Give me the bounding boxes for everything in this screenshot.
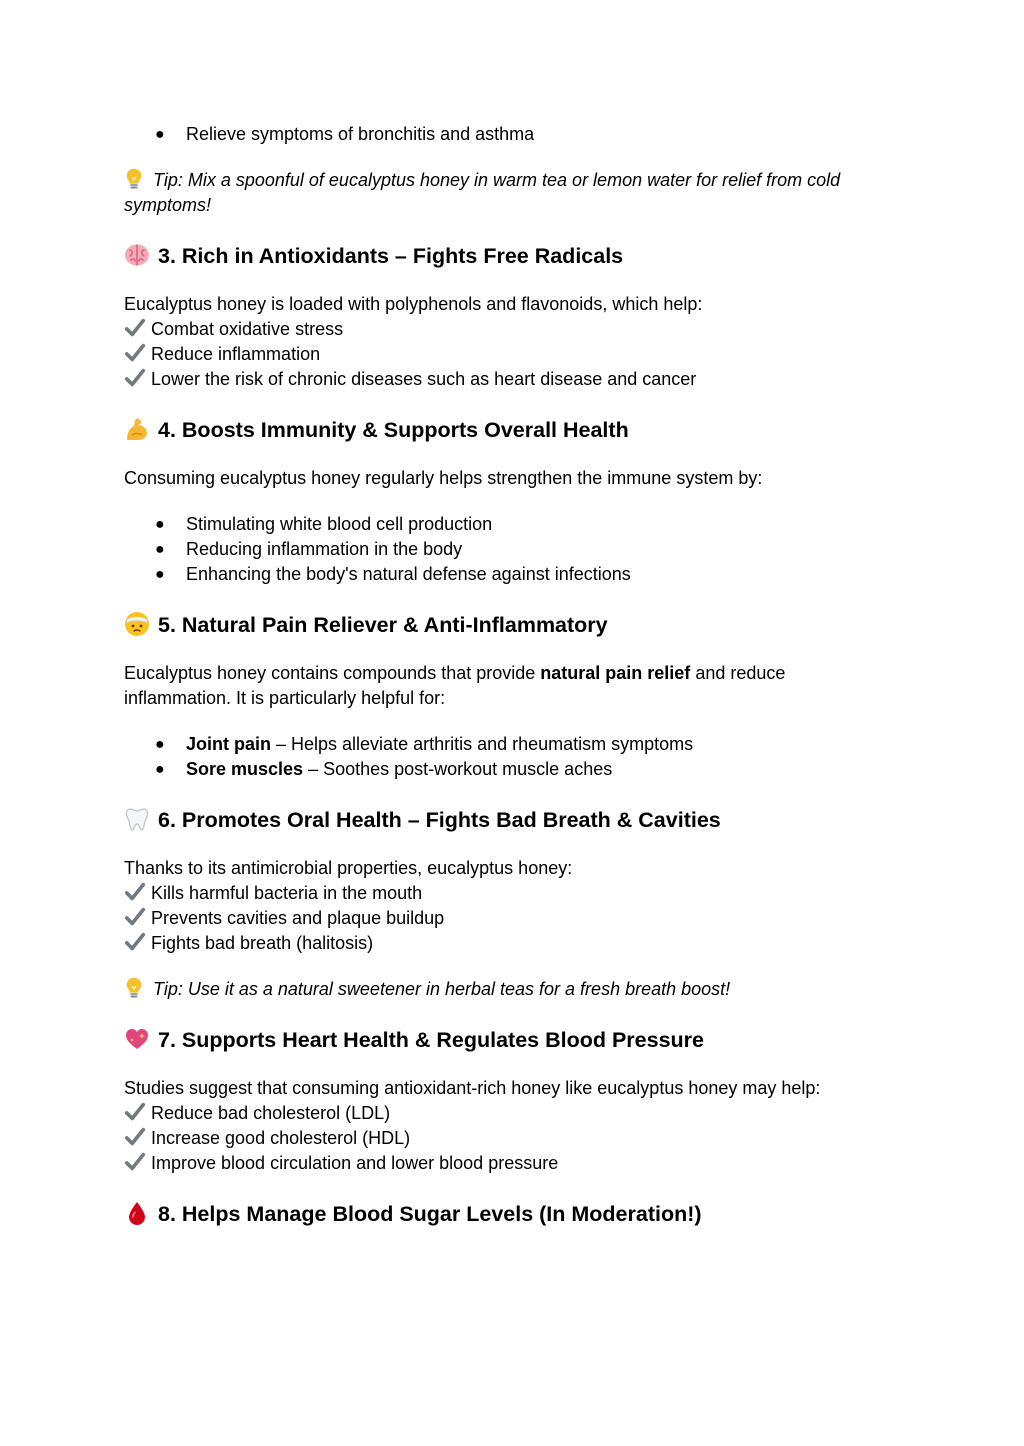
check-mark-icon (124, 906, 146, 928)
check-item (124, 367, 696, 392)
bullet-dot: ● (155, 541, 165, 558)
check-item (124, 342, 320, 367)
light-bulb-icon (124, 168, 144, 190)
check-item (124, 1126, 410, 1151)
check-mark-icon (124, 881, 146, 903)
brain-icon (124, 242, 150, 268)
check-mark-icon (124, 317, 146, 339)
section-heading (124, 1200, 702, 1228)
check-item (124, 317, 343, 342)
paragraph-bold: natural pain relief (540, 663, 691, 683)
check-item-text: Prevents cavities and plaque buildup (151, 908, 445, 928)
section-title: 7. Supports Heart Health & Regulates Blood Pressure (158, 1028, 704, 1052)
check-item (124, 881, 422, 906)
paragraph (124, 661, 785, 686)
check-mark-icon (124, 1151, 146, 1173)
check-mark-icon (124, 1126, 146, 1148)
check-item-text: Improve blood circulation and lower blood pressure (151, 1153, 559, 1173)
sparkling-heart-icon (124, 1026, 150, 1052)
section-heading (124, 416, 629, 444)
section-title: 4. Boosts Immunity & Supports Overall Health (158, 418, 629, 442)
check-mark-icon (124, 1101, 146, 1123)
paragraph-text: Eucalyptus honey contains compounds that provide (124, 663, 541, 683)
list-item-text: Relieve symptoms of bronchitis and asthma (186, 124, 535, 144)
section-title: 5. Natural Pain Reliever & Anti-Inflammatory (158, 613, 608, 637)
list-item-text: Enhancing the body's natural defense against infections (186, 564, 631, 584)
check-item-text: Combat oxidative stress (151, 319, 344, 339)
bandaged-head-face-icon (124, 611, 150, 637)
paragraph-text: and reduce (690, 663, 786, 683)
paragraph: Studies suggest that consuming antioxidant-rich honey like eucalyptus honey may help: (124, 1078, 821, 1098)
list-item-rest: – Soothes post-workout muscle aches (303, 759, 613, 779)
light-bulb-icon (124, 977, 144, 999)
tip-line (124, 977, 730, 1002)
tooth-icon (124, 806, 150, 832)
bullet-dot: ● (155, 516, 165, 533)
tip-line (124, 168, 840, 193)
section-title: 8. Helps Manage Blood Sugar Levels (In Moderation!) (158, 1202, 702, 1226)
section-heading (124, 1026, 704, 1054)
check-item (124, 906, 444, 931)
blood-drop-icon (124, 1200, 150, 1226)
list-item-bold: Sore muscles (186, 759, 304, 779)
check-item-text: Reduce bad cholesterol (LDL) (151, 1103, 391, 1123)
paragraph: Eucalyptus honey is loaded with polyphenols and flavonoids, which help: (124, 294, 703, 314)
section-title: 6. Promotes Oral Health – Fights Bad Breath & Cavities (158, 808, 721, 832)
tip-text-continued: symptoms! (124, 195, 212, 215)
check-item-text: Reduce inflammation (151, 344, 321, 364)
check-item-text: Kills harmful bacteria in the mouth (151, 883, 423, 903)
check-item-text: Increase good cholesterol (HDL) (151, 1128, 411, 1148)
flexed-biceps-icon (124, 416, 150, 442)
list-item-text: Reducing inflammation in the body (186, 539, 463, 559)
check-item (124, 1151, 558, 1176)
paragraph-continued: inflammation. It is particularly helpful for: (124, 688, 446, 708)
section-heading (124, 242, 623, 270)
check-item-text: Lower the risk of chronic diseases such as heart disease and cancer (151, 369, 697, 389)
bullet-dot: ● (155, 761, 165, 778)
list-item-text (186, 732, 693, 757)
list-item-text: Stimulating white blood cell production (186, 514, 493, 534)
list-item-text (186, 757, 612, 782)
bullet-dot: ● (155, 566, 165, 583)
paragraph: Thanks to its antimicrobial properties, eucalyptus honey: (124, 858, 573, 878)
check-item-text: Fights bad breath (halitosis) (151, 933, 374, 953)
bullet-dot: ● (155, 126, 165, 143)
check-mark-icon (124, 367, 146, 389)
paragraph: Consuming eucalyptus honey regularly helps strengthen the immune system by: (124, 468, 763, 488)
list-item-bold: Joint pain (186, 734, 271, 754)
list-item-rest: – Helps alleviate arthritis and rheumatism symptoms (271, 734, 694, 754)
section-heading (124, 611, 608, 639)
tip-text: Tip: Mix a spoonful of eucalyptus honey in warm tea or lemon water for relief from cold (153, 170, 841, 190)
check-item (124, 931, 373, 956)
check-mark-icon (124, 342, 146, 364)
section-title: 3. Rich in Antioxidants – Fights Free Radicals (158, 244, 624, 268)
section-heading (124, 806, 721, 834)
bullet-dot: ● (155, 736, 165, 753)
tip-text: Tip: Use it as a natural sweetener in herbal teas for a fresh breath boost! (153, 979, 731, 999)
check-mark-icon (124, 931, 146, 953)
check-item (124, 1101, 390, 1126)
